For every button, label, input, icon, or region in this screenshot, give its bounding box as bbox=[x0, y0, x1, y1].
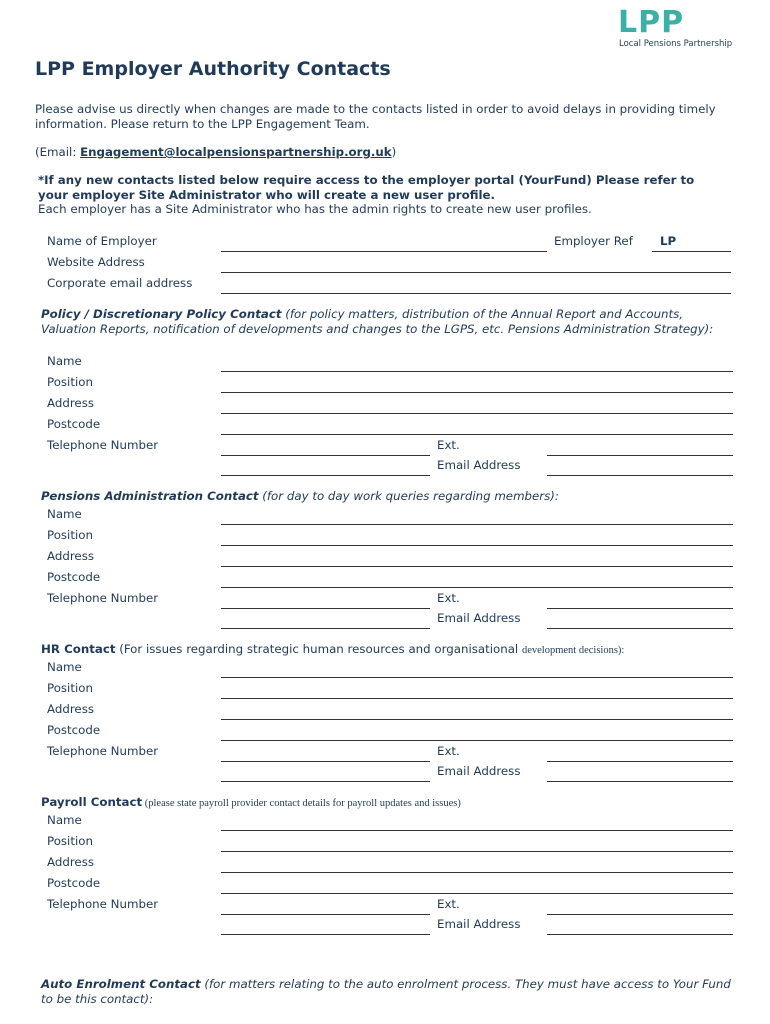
policy-address-label: Address bbox=[47, 396, 94, 410]
website-field[interactable] bbox=[221, 272, 731, 273]
site-admin-note: Each employer has a Site Administrator who has the admin rights to create new user profiles. bbox=[38, 202, 592, 216]
policy-telephone-label: Telephone Number bbox=[47, 438, 159, 452]
hr-telephone-field[interactable] bbox=[221, 761, 430, 762]
payroll-address-label: Address bbox=[47, 855, 94, 869]
auto-enrolment-contact-heading: Auto Enrolment Contact (for matters relating to the auto enrolment process. They must have access to Your Fund to be this contact): bbox=[41, 977, 731, 1006]
email-suffix: ) bbox=[391, 145, 397, 159]
policy-address-field[interactable] bbox=[221, 413, 733, 414]
policy-ext-label: Ext. bbox=[437, 438, 460, 452]
policy-position-field[interactable] bbox=[221, 392, 733, 393]
admin-ext-field[interactable] bbox=[547, 608, 733, 609]
admin-postcode-label: Postcode bbox=[47, 570, 101, 584]
admin-email-field[interactable] bbox=[547, 628, 733, 629]
hr-ext-label: Ext. bbox=[437, 744, 460, 758]
lpp-logo: LPP bbox=[618, 5, 685, 40]
policy-telephone-field[interactable] bbox=[221, 455, 430, 456]
policy-postcode-field[interactable] bbox=[221, 434, 733, 435]
admin-address-field[interactable] bbox=[221, 566, 733, 567]
employer-name-field[interactable] bbox=[221, 251, 547, 252]
hr-name-label: Name bbox=[47, 660, 82, 674]
payroll-email-label: Email Address bbox=[437, 917, 521, 931]
policy-name-field[interactable] bbox=[221, 371, 733, 372]
email-prefix: (Email: bbox=[35, 145, 81, 159]
policy-name-label: Name bbox=[47, 354, 82, 368]
hr-telephone-label: Telephone Number bbox=[47, 744, 159, 758]
hr-address-label: Address bbox=[47, 702, 94, 716]
hr-position-field[interactable] bbox=[221, 698, 733, 699]
payroll-position-label: Position bbox=[47, 834, 93, 848]
page-title: LPP Employer Authority Contacts bbox=[35, 58, 391, 80]
admin-email-label: Email Address bbox=[437, 611, 521, 625]
hr-name-field[interactable] bbox=[221, 677, 733, 678]
corporate-email-label: Corporate email address bbox=[47, 276, 193, 290]
admin-telephone-label: Telephone Number bbox=[47, 591, 159, 605]
intro-text: Please advise us directly when changes are made to the contacts listed in order to avoid delays in providing timely information. Please return to the LPP Engagement Team. bbox=[35, 102, 716, 131]
policy-email-label: Email Address bbox=[437, 458, 521, 472]
admin-name-field[interactable] bbox=[221, 524, 733, 525]
admin-address-label: Address bbox=[47, 549, 94, 563]
policy-email-field[interactable] bbox=[547, 475, 733, 476]
hr-ext-field[interactable] bbox=[547, 761, 733, 762]
payroll-telephone-field[interactable] bbox=[221, 914, 430, 915]
admin-telephone-field[interactable] bbox=[221, 608, 430, 609]
hr-contact-heading: HR Contact (For issues regarding strategic human resources and organisational development decisions): bbox=[41, 642, 625, 656]
portal-notice: *If any new contacts listed below require access to the employer portal (YourFund) Please refer to your employer Site Administrator who will create a new user profile. bbox=[38, 173, 695, 202]
website-label: Website Address bbox=[47, 255, 145, 269]
hr-email-field[interactable] bbox=[547, 781, 733, 782]
payroll-position-field[interactable] bbox=[221, 851, 733, 852]
admin-position-label: Position bbox=[47, 528, 93, 542]
payroll-postcode-field[interactable] bbox=[221, 893, 733, 894]
payroll-ext-field[interactable] bbox=[547, 914, 733, 915]
lpp-logo-subtitle: Local Pensions Partnership bbox=[619, 39, 733, 49]
admin-postcode-field[interactable] bbox=[221, 587, 733, 588]
employer-ref-value: LP bbox=[660, 234, 677, 248]
admin-position-field[interactable] bbox=[221, 545, 733, 546]
payroll-name-field[interactable] bbox=[221, 830, 733, 831]
engagement-email-link[interactable]: Engagement@localpensionspartnership.org.uk bbox=[80, 145, 392, 159]
employer-name-label: Name of Employer bbox=[47, 234, 157, 248]
corporate-email-field[interactable] bbox=[221, 293, 731, 294]
policy-contact-heading: Policy / Discretionary Policy Contact (for policy matters, distribution of the Annual Report and Accounts, Valuation Reports, notification of developments and changes to the LGPS, etc. Pensions Administration Strategy): bbox=[41, 307, 714, 336]
email-line bbox=[35, 145, 735, 160]
hr-email-label: Email Address bbox=[437, 764, 521, 778]
policy-position-label: Position bbox=[47, 375, 93, 389]
admin-contact-heading: Pensions Administration Contact (for day to day work queries regarding members): bbox=[41, 489, 559, 503]
payroll-contact-heading: Payroll Contact (please state payroll provider contact details for payroll updates and issues) bbox=[41, 795, 461, 809]
hr-address-field[interactable] bbox=[221, 719, 733, 720]
payroll-name-label: Name bbox=[47, 813, 82, 827]
policy-telephone-field-2[interactable] bbox=[221, 475, 430, 476]
payroll-ext-label: Ext. bbox=[437, 897, 460, 911]
payroll-telephone-label: Telephone Number bbox=[47, 897, 159, 911]
employer-ref-field[interactable] bbox=[652, 251, 731, 252]
payroll-postcode-label: Postcode bbox=[47, 876, 101, 890]
payroll-address-field[interactable] bbox=[221, 872, 733, 873]
employer-ref-label: Employer Ref bbox=[554, 234, 633, 248]
admin-telephone-field-2[interactable] bbox=[221, 628, 430, 629]
policy-ext-field[interactable] bbox=[547, 455, 733, 456]
hr-postcode-label: Postcode bbox=[47, 723, 101, 737]
hr-telephone-field-2[interactable] bbox=[221, 781, 430, 782]
hr-position-label: Position bbox=[47, 681, 93, 695]
payroll-telephone-field-2[interactable] bbox=[221, 934, 430, 935]
admin-name-label: Name bbox=[47, 507, 82, 521]
hr-postcode-field[interactable] bbox=[221, 740, 733, 741]
payroll-email-field[interactable] bbox=[547, 934, 733, 935]
admin-ext-label: Ext. bbox=[437, 591, 460, 605]
policy-postcode-label: Postcode bbox=[47, 417, 101, 431]
